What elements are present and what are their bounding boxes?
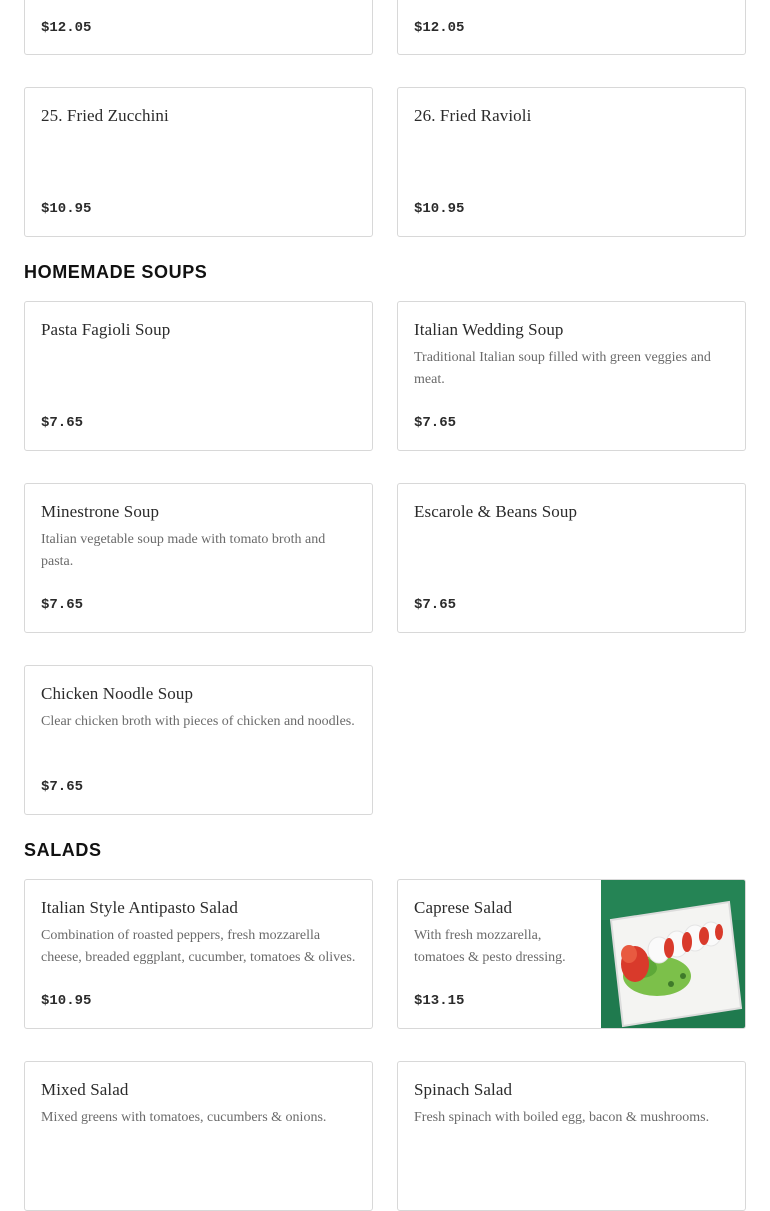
menu-item-card[interactable] [24, 665, 373, 815]
item-name: Italian Wedding Soup [414, 320, 564, 339]
item-price: $12.05 [41, 20, 92, 36]
item-name: Pasta Fagioli Soup [41, 320, 171, 339]
item-price: $7.65 [41, 415, 84, 431]
item-name: Italian Style Antipasto Salad [41, 898, 238, 917]
menu-item-card[interactable] [24, 87, 373, 237]
item-price: $7.65 [41, 597, 84, 613]
menu-item-card[interactable] [24, 0, 373, 55]
item-description: Mixed greens with tomatoes, cucumbers & onions. [41, 1110, 327, 1125]
menu-item-card[interactable] [397, 483, 746, 633]
item-price: $12.05 [414, 20, 465, 36]
item-name: Chicken Noodle Soup [41, 684, 194, 703]
menu-item-card[interactable] [397, 0, 746, 55]
item-description: Italian vegetable soup made with tomato broth and pasta. [41, 532, 326, 569]
menu-item-card[interactable] [24, 879, 373, 1029]
menu-item-card[interactable] [24, 301, 373, 451]
item-name: Caprese Salad [414, 898, 513, 917]
item-price: $10.95 [41, 993, 92, 1009]
item-name: 26. Fried Ravioli [414, 106, 532, 125]
item-description: Combination of roasted peppers, fresh mozzarella cheese, breaded eggplant, cucumber, tomatoes & olives. [41, 928, 356, 965]
item-description: Traditional Italian soup filled with green veggies and meat. [414, 350, 711, 387]
item-description: With fresh mozzarella, tomatoes & pesto dressing. [414, 928, 566, 965]
item-name: 25. Fried Zucchini [41, 106, 169, 125]
menu-item-card[interactable] [24, 1061, 373, 1211]
item-description: Clear chicken broth with pieces of chicken and noodles. [41, 714, 355, 729]
menu-item-card[interactable] [397, 1061, 746, 1211]
item-price: $7.65 [414, 415, 457, 431]
section-title-soups: HOMEMADE SOUPS [24, 262, 208, 282]
item-name: Spinach Salad [414, 1080, 513, 1099]
menu-item-card[interactable] [397, 87, 746, 237]
item-price: $13.15 [414, 993, 465, 1009]
menu-item-card[interactable] [24, 483, 373, 633]
menu-item-card[interactable] [397, 879, 746, 1029]
caprese-salad-photo [601, 880, 745, 1028]
item-price: $10.95 [41, 201, 92, 217]
item-name: Mixed Salad [41, 1080, 129, 1099]
item-name: Escarole & Beans Soup [414, 502, 578, 521]
item-price: $7.65 [41, 779, 84, 795]
item-name: Minestrone Soup [41, 502, 160, 521]
item-description: Fresh spinach with boiled egg, bacon & mushrooms. [414, 1110, 710, 1125]
menu-item-card[interactable] [397, 301, 746, 451]
section-title-salads: SALADS [24, 840, 102, 860]
item-price: $7.65 [414, 597, 457, 613]
item-price: $10.95 [414, 201, 465, 217]
